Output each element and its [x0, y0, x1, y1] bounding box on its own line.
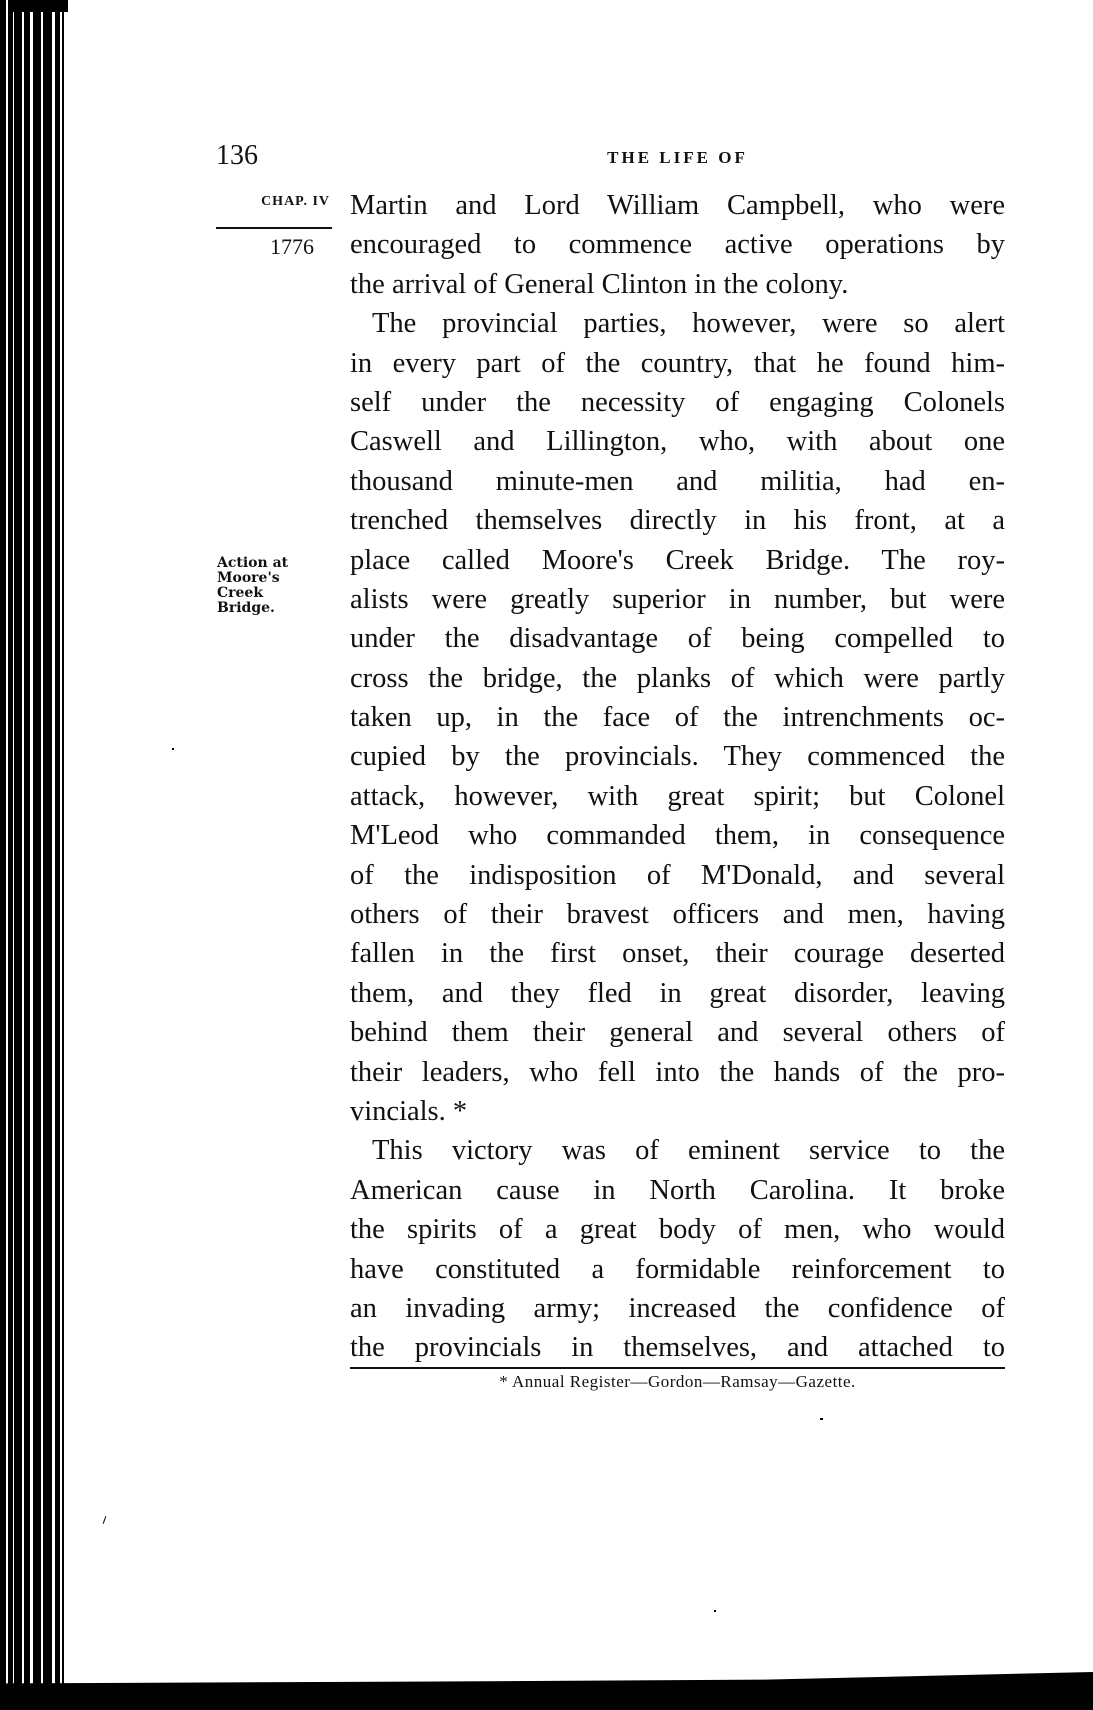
body-line: self under the necessity of engaging Colonels [350, 386, 1005, 418]
body-line: encouraged to commence active operations by [350, 229, 1005, 261]
body-line: an invading army; increased the confidence of [350, 1292, 1005, 1324]
scan-speck [714, 1610, 716, 1612]
body-line: vincials. * [350, 1095, 468, 1127]
scan-speck [172, 748, 174, 750]
chapter-rule [216, 227, 332, 229]
body-line: fallen in the first onset, their courage deserted [350, 938, 1005, 970]
sidenote-line: Action at [217, 555, 289, 571]
body-line: the provincials in themselves, and attached to [350, 1332, 1005, 1364]
footnote: * Annual Register—Gordon—Ramsay—Gazette. [499, 1372, 856, 1391]
body-line: This victory was of eminent service to the [372, 1135, 1005, 1167]
body-line: in every part of the country, that he found him- [350, 347, 1005, 379]
body-line: the arrival of General Clinton in the colony. [350, 268, 849, 300]
body-line: their leaders, who fell into the hands of the pro- [350, 1056, 1005, 1088]
sidenote-line: Moore's [217, 570, 280, 586]
body-line: under the disadvantage of being compelled to [350, 623, 1005, 655]
body-line: taken up, in the face of the intrenchments oc- [350, 702, 1005, 734]
scan-bottom-shadow [0, 1672, 1093, 1710]
footnote-rule [350, 1367, 1005, 1369]
body-text [350, 186, 1005, 1368]
body-line: trenched themselves directly in his front, at a [350, 505, 1005, 537]
margin-sidenote [217, 556, 327, 616]
body-line: cross the bridge, the planks of which were partly [350, 662, 1005, 694]
scan-speck [103, 1516, 107, 1524]
body-line: Caswell and Lillington, who, with about one [350, 426, 1005, 458]
body-line: them, and they fled in great disorder, leaving [350, 977, 1005, 1009]
body-line: behind them their general and several others of [350, 1017, 1005, 1049]
body-line: have constituted a formidable reinforcement to [350, 1253, 1005, 1285]
body-line: American cause in North Carolina. It broke [350, 1174, 1005, 1206]
chapter-label: CHAP. IV [261, 194, 330, 209]
body-line: others of their bravest officers and men, having [350, 899, 1005, 931]
chapter-year: 1776 [270, 234, 314, 259]
sidenote-line: Bridge. [217, 600, 275, 616]
body-line: place called Moore's Creek Bridge. The roy- [350, 544, 1005, 576]
binding-top-mark [10, 0, 68, 12]
sidenote-line: Creek [217, 585, 264, 601]
body-line: M'Leod who commanded them, in consequence [350, 820, 1005, 852]
page-number: 136 [216, 140, 258, 171]
body-line: cupied by the provincials. They commenced the [350, 741, 1005, 773]
body-line: of the indisposition of M'Donald, and several [350, 859, 1005, 891]
body-line: alists were greatly superior in number, but were [350, 583, 1005, 615]
body-line: The provincial parties, however, were so alert [372, 308, 1005, 340]
body-line: Martin and Lord William Campbell, who were [350, 190, 1005, 221]
scan-speck [820, 1418, 823, 1420]
running-head: THE LIFE OF [607, 148, 748, 167]
body-line: thousand minute-men and militia, had en- [350, 465, 1005, 497]
body-line: attack, however, with great spirit; but Colonel [350, 780, 1005, 812]
body-line: the spirits of a great body of men, who would [350, 1214, 1005, 1246]
book-binding-edge [0, 0, 68, 1710]
